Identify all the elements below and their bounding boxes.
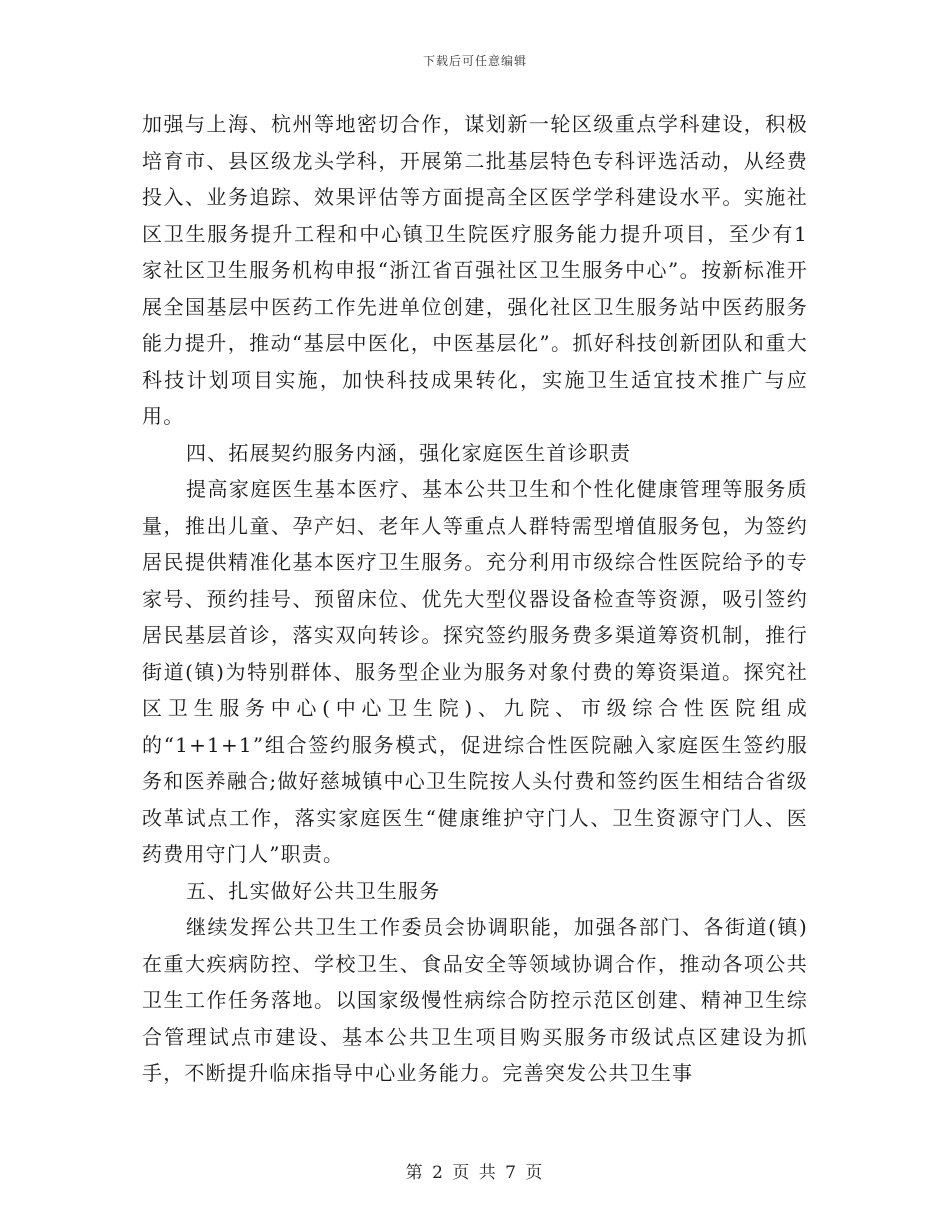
- paragraph-public-health: 继续发挥公共卫生工作委员会协调职能，加强各部门、各街道(镇)在重大疾病防控、学校卫生、食品安全等领域协调合作，推动各项公共卫生工作任务落地。以国家级慢性病综合防控示范区创建、精神卫生综合管理试点市建设、基本公共卫生项目购买服务市级试点区建设为抓手，不断提升临床指导中心业务能力。完善突发公共卫生事: [142, 915, 808, 1085]
- page-header-note: 下载后可任意编辑: [422, 54, 527, 68]
- paragraph-family-doctor: 提高家庭医生基本医疗、基本公共卫生和个性化健康管理等服务质量，推出儿童、孕产妇、老年人等重点人群特需型增值服务包，为签约居民提供精准化基本医疗卫生服务。充分利用市级综合性医院给予的专家号、预约挂号、预留床位、优先大型仪器设备检查等资源，吸引签约居民基层首诊，落实双向转诊。探究签约服务费多渠道筹资机制，推行街道(镇)为特别群体、服务型企业为服务对象付费的筹资渠道。探究社区卫生服务中心(中心卫生院)、九院、市级综合性医院组成的“1+1+1”组合签约服务模式，促进综合性医院融入家庭医生签约服务和医养融合;做好慈城镇中心卫生院按人头付费和签约医生相结合省级改革试点工作，落实家庭医生“健康维护守门人、卫生资源守门人、医药费用守门人”职责。: [142, 477, 808, 866]
- paragraph-discipline-building: 加强与上海、杭州等地密切合作，谋划新一轮区级重点学科建设，积极培育市、县区级龙头学科，开展第二批基层特色专科评选活动，从经费投入、业务追踪、效果评估等方面提高全区医学学科建设水平。实施社区卫生服务提升工程和中心镇卫生院医疗服务能力提升项目，至少有1家社区卫生服务机构申报“浙江省百强社区卫生服务中心”。按新标准开展全国基层中医药工作先进单位创建，强化社区卫生服务站中医药服务能力提升，推动“基层中医化，中医基层化”。抓好科技创新团队和重大科技计划项目实施，加快科技成果转化，实施卫生适宜技术推广与应用。: [142, 112, 808, 428]
- section-heading-family-doctor: 四、拓展契约服务内涵，强化家庭医生首诊职责: [186, 440, 632, 465]
- document-body: [142, 106, 808, 1092]
- page-number: 第 2 页 共 7 页: [405, 1163, 545, 1183]
- section-heading-public-health: 五、扎实做好公共卫生服务: [186, 878, 441, 903]
